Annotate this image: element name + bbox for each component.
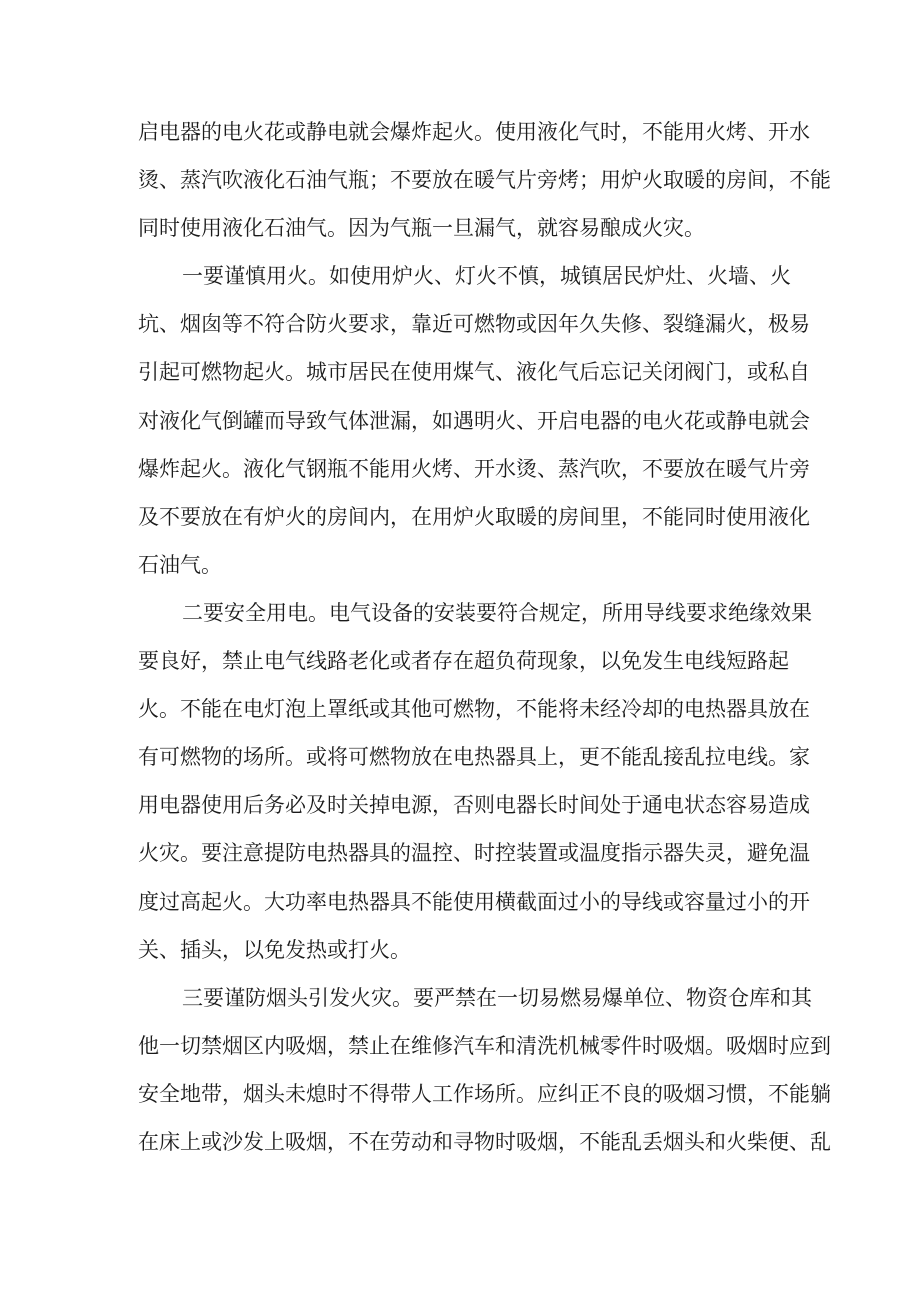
- text-line: 石油气。: [138, 552, 222, 577]
- text-line: 度过高起火。大功率电热器具不能使用横截面过小的导线或容量过小的开: [138, 889, 810, 914]
- text-line: 对液化气倒罐而导致气体泄漏，如遇明火、开启电器的电火花或静电就会: [138, 408, 810, 433]
- text-line: 有可燃物的场所。或将可燃物放在电热器具上，更不能乱接乱拉电线。家: [138, 745, 810, 770]
- text-line: 引起可燃物起火。城市居民在使用煤气、液化气后忘记关闭阀门，或私自: [138, 360, 810, 385]
- document-body: [138, 108, 831, 1166]
- text-line: 关、插头，以免发热或打火。: [138, 937, 411, 962]
- text-line: 在床上或沙发上吸烟，不在劳动和寻物时吸烟，不能乱丢烟头和火柴便、乱: [138, 1129, 831, 1154]
- paragraph-2: [138, 252, 810, 589]
- text-line: 要良好，禁止电气线路老化或者存在超负荷现象，以免发生电线短路起: [138, 649, 789, 674]
- text-line: 及不要放在有炉火的房间内，在用炉火取暖的房间里，不能同时使用液化: [138, 504, 810, 529]
- text-line: 一要谨慎用火。如使用炉火、灯火不慎，城镇居民炉灶、火墙、火: [182, 264, 791, 289]
- text-line: 同时使用液化石油气。因为气瓶一旦漏气，就容易酿成火灾。: [138, 216, 705, 241]
- text-line: 爆炸起火。液化气钢瓶不能用火烤、开水烫、蒸汽吹，不要放在暖气片旁: [138, 456, 810, 481]
- text-line: 启电器的电火花或静电就会爆炸起火。使用液化气时，不能用火烤、开水: [138, 120, 810, 144]
- text-line: 用电器使用后务必及时关掉电源，否则电器长时间处于通电状态容易造成: [138, 793, 810, 818]
- text-line: 他一切禁烟区内吸烟，禁止在维修汽车和清洗机械零件时吸烟。吸烟时应到: [138, 1033, 831, 1058]
- text-line: 安全地带，烟头未熄时不得带人工作场所。应纠正不良的吸烟习惯，不能躺: [138, 1081, 831, 1106]
- text-line: 三要谨防烟头引发火灾。要严禁在一切易燃易爆单位、物资仓库和其: [182, 985, 812, 1010]
- text-line: 二要安全用电。电气设备的安装要符合规定，所用导线要求绝缘效果: [182, 600, 812, 625]
- paragraph-3: [138, 589, 812, 974]
- text-line: 火。不能在电灯泡上罩纸或其他可燃物，不能将未经冷却的电热器具放在: [138, 697, 810, 722]
- text-line: 火灾。要注意提防电热器具的温控、时控装置或温度指示器失灵，避免温: [138, 841, 810, 866]
- text-line: 烫、蒸汽吹液化石油气瓶；不要放在暖气片旁烤；用炉火取暖的房间，不能: [138, 168, 831, 193]
- paragraph-1: [138, 108, 831, 252]
- paragraph-4: [138, 974, 831, 1166]
- text-line: 坑、烟囱等不符合防火要求，靠近可燃物或因年久失修、裂缝漏火，极易: [138, 312, 810, 337]
